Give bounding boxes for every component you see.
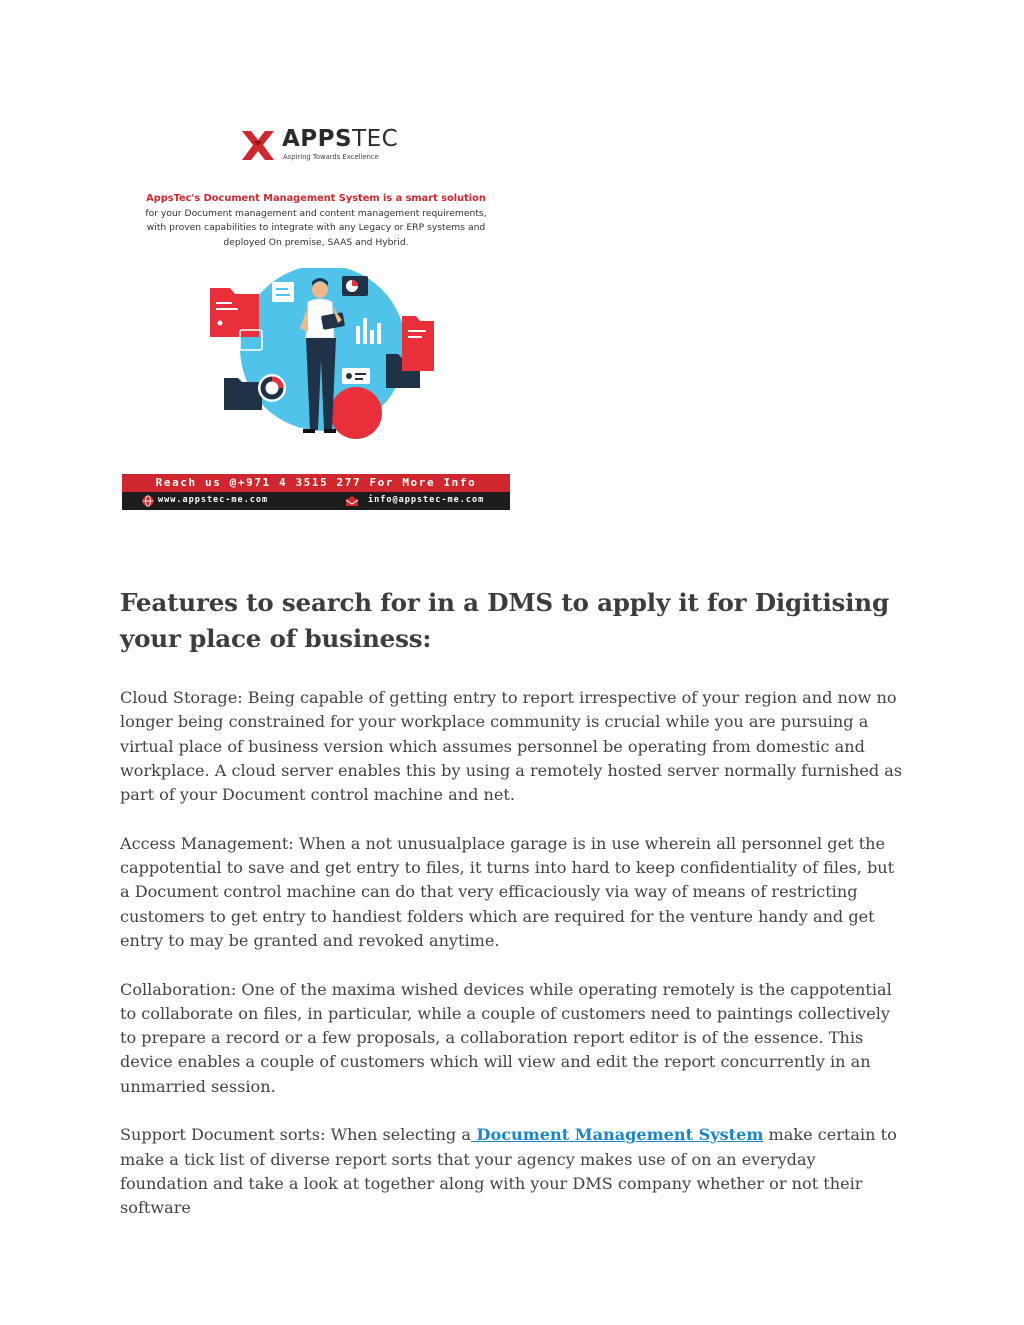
promo-banner <box>122 116 510 510</box>
p4-text-before: Support Document sorts: When selecting a <box>120 1125 471 1145</box>
dms-illustration <box>206 268 438 458</box>
mail-icon <box>345 495 359 507</box>
article-body <box>120 686 906 1245</box>
contact-strip <box>122 474 510 510</box>
paragraph-access-management: Access Management: When a not unusualplace garage is in use wherein all personnel get the cappotential to save and get entry to files, it turns into hard to keep confidentiality of files, but a Document control machine can do that very efficaciously via way of means of restricting customers to get entry to handiest folders which are required for the venture handy and get entry to may be granted and revoked anytime. <box>120 833 895 950</box>
banner-line-2: with proven capabilities to integrate with any Legacy or ERP systems and <box>146 222 486 233</box>
banner-line-1: for your Document management and content management requirements, <box>145 207 487 219</box>
reach-us-phone[interactable]: Reach us @+971 4 3515 277 For More Info <box>155 476 477 489</box>
banner-line-3: deployed On premise, SAAS and Hybrid. <box>223 236 409 248</box>
p4-text-after: make certain to make a tick list of diverse report sorts that your agency makes use of on an everyday foundation and take a look at together along with your DMS company whether or not their software <box>120 1125 897 1218</box>
dark-folder-icon <box>224 378 262 410</box>
appstec-logo-icon <box>242 131 274 161</box>
dms-link[interactable]: Document Management System <box>470 1125 764 1145</box>
article-heading: Features to search for in a DMS to apply it for Digitising your place of business: <box>120 588 889 653</box>
globe-icon <box>142 495 154 507</box>
logo-tagline: Aspiring Towards Excellence <box>283 153 379 161</box>
banner-headline: AppsTec's Document Management System is a smart solution <box>146 193 486 204</box>
email-link[interactable]: info@appstec-me.com <box>368 495 485 505</box>
paragraph-support-document-sorts <box>120 1123 906 1220</box>
paragraph-cloud-storage: Cloud Storage: Being capable of getting entry to report irrespective of your region and now no longer being constrained for your workplace community is crucial while you are pursuing a virtual place of business version which assumes personnel be operating from domestic and workplace. A cloud server enables this by using a remotely hosted server normally furnished as part of your Document control machine and net. <box>120 688 903 805</box>
website-link[interactable]: www.appstec-me.com <box>158 495 269 505</box>
doc-card-icon <box>272 282 294 302</box>
red-accent-circle <box>330 387 382 439</box>
logo-wordmark: APPSTEC <box>282 126 399 152</box>
red-folder-right-icon <box>402 316 434 371</box>
banner-description <box>122 192 510 250</box>
paragraph-collaboration: Collaboration: One of the maxima wished devices while operating remotely is the cappotential to collaborate on files, in particular, while a couple of customers need to paintings collectively to prepare a record or a few proposals, a collaboration report editor is of the essence. This device enables a couple of customers which will view and edit the report concurrently in an unmarried session. <box>120 979 892 1096</box>
contact-links-bar <box>122 492 510 510</box>
